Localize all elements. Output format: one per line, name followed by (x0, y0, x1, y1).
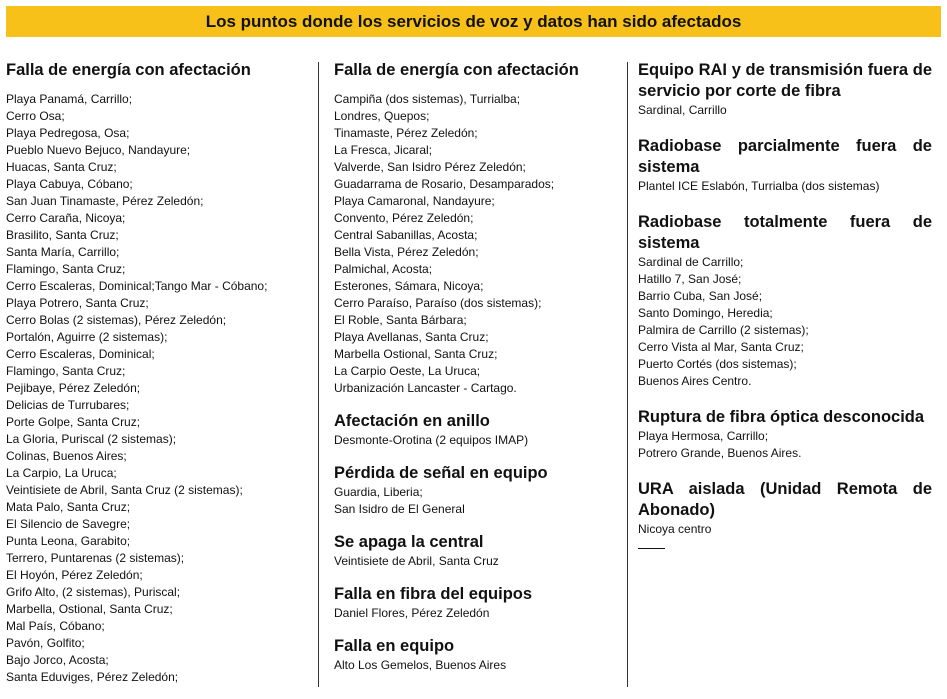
list-item: Valverde, San Isidro Pérez Zeledón; (334, 160, 526, 174)
list-item: Portalón, Aguirre (2 sistemas); (6, 330, 168, 344)
list-item: Terrero, Puntarenas (2 sistemas); (6, 551, 185, 565)
list-item: Playa Pedregosa, Osa; (6, 126, 130, 140)
list-item: Palmira de Carrillo (2 sistemas); (638, 323, 809, 337)
section-heading: Ruptura de fibra óptica desconocida (638, 408, 925, 426)
list-item: Londres, Quepos; (334, 109, 430, 123)
column-divider (627, 62, 628, 687)
list-item: Bajo Jorco, Acosta; (6, 653, 109, 667)
section-heading: Pérdida de señal en equipo (334, 464, 548, 482)
list-item: Flamingo, Santa Cruz; (6, 364, 126, 378)
list-item: Playa Camaronal, Nandayure; (334, 194, 495, 208)
list-item: Pueblo Nuevo Bejuco, Nandayure; (6, 143, 191, 157)
location-list (638, 521, 932, 538)
location-list (6, 91, 311, 686)
list-item: Pavón, Golfito; (6, 636, 85, 650)
list-item: Santo Domingo, Heredia; (638, 306, 773, 320)
list-item: Cerro Osa; (6, 109, 65, 123)
section-falla-fibra (334, 584, 619, 622)
location-list (334, 432, 619, 449)
location-list (638, 254, 932, 390)
location-list (638, 428, 932, 462)
section-radiobase-parcial (638, 136, 932, 195)
list-item: Campiña (dos sistemas), Turrialba; (334, 92, 521, 106)
list-item: El Hoyón, Pérez Zeledón; (6, 568, 143, 582)
end-rule (638, 548, 665, 549)
list-item: El Silencio de Savegre; (6, 517, 131, 531)
list-item: Flamingo, Santa Cruz; (6, 262, 126, 276)
section-radiobase-total (638, 212, 932, 390)
list-item: El Roble, Santa Bárbara; (334, 313, 467, 327)
section-apaga-central (334, 532, 619, 570)
list-item: Guardia, Liberia; (334, 485, 423, 499)
list-item: Playa Cabuya, Cóbano; (6, 177, 133, 191)
location-list (334, 91, 619, 397)
banner-title: Los puntos donde los servicios de voz y datos han sido afectados (205, 11, 742, 31)
list-item: Mata Palo, Santa Cruz; (6, 500, 131, 514)
column-3 (638, 60, 932, 549)
list-item: Huacas, Santa Cruz; (6, 160, 117, 174)
list-item: Brasilito, Santa Cruz; (6, 228, 119, 242)
list-item: Barrio Cuba, San José; (638, 289, 763, 303)
list-item: San Isidro de El General (334, 502, 465, 516)
section-afectacion-anillo (334, 411, 619, 449)
section-ruptura-fibra (638, 407, 932, 462)
list-item: Marbella Ostional, Santa Cruz; (334, 347, 498, 361)
list-item: Veintisiete de Abril, Santa Cruz (2 sistemas); (6, 483, 243, 497)
location-list (334, 605, 619, 622)
list-item: Daniel Flores, Pérez Zeledón (334, 606, 490, 620)
list-item: Buenos Aires Centro. (638, 374, 752, 388)
list-item: Porte Golpe, Santa Cruz; (6, 415, 141, 429)
list-item: Cerro Bolas (2 sistemas), Pérez Zeledón; (6, 313, 227, 327)
list-item: La Gloria, Puriscal (2 sistemas); (6, 432, 177, 446)
list-item: Plantel ICE Eslabón, Turrialba (dos sistemas) (638, 179, 880, 193)
list-item: La Carpio, La Uruca; (6, 466, 117, 480)
section-ura-aislada (638, 479, 932, 538)
list-item: Guadarrama de Rosario, Desamparados; (334, 177, 555, 191)
list-item: Cerro Escaleras, Dominical; (6, 347, 155, 361)
list-item: Santa María, Carrillo; (6, 245, 120, 259)
list-item: Alto Los Gemelos, Buenos Aires (334, 658, 507, 672)
location-list (638, 178, 932, 195)
list-item: Delicias de Turrubares; (6, 398, 130, 412)
list-item: Cerro Vista al Mar, Santa Cruz; (638, 340, 804, 354)
list-item: Tinamaste, Pérez Zeledón; (334, 126, 478, 140)
list-item: Playa Potrero, Santa Cruz; (6, 296, 149, 310)
list-item: Santa Eduviges, Pérez Zeledón; (6, 670, 179, 684)
section-heading: Se apaga la central (334, 533, 484, 551)
column-2 (334, 60, 619, 674)
list-item: Palmichal, Acosta; (334, 262, 433, 276)
section-falla-equipo (334, 636, 619, 674)
list-item: Nicoya centro (638, 522, 712, 536)
section-heading: Radiobase parcialmente fuera de sistema (638, 137, 932, 176)
location-list (334, 553, 619, 570)
section-perdida-senal (334, 463, 619, 518)
section-heading: Afectación en anillo (334, 412, 490, 430)
list-item: Sardinal, Carrillo (638, 103, 727, 117)
list-item: Playa Hermosa, Carrillo; (638, 429, 769, 443)
section-equipo-rai (638, 60, 932, 119)
location-list (334, 657, 619, 674)
list-item: Hatillo 7, San José; (638, 272, 742, 286)
list-item: Cerro Paraíso, Paraíso (dos sistemas); (334, 296, 542, 310)
location-list (638, 102, 932, 119)
column-divider (318, 62, 319, 687)
section-heading: Radiobase totalmente fuera de sistema (638, 213, 932, 252)
list-item: Puerto Cortés (dos sistemas); (638, 357, 797, 371)
list-item: Cerro Escaleras, Dominical;Tango Mar - Cóbano; (6, 279, 268, 293)
location-list (334, 484, 619, 518)
list-item: Cerro Caraña, Nicoya; (6, 211, 126, 225)
list-item: San Juan Tinamaste, Pérez Zeledón; (6, 194, 204, 208)
list-item: La Carpio Oeste, La Uruca; (334, 364, 481, 378)
list-item: Sardinal de Carrillo; (638, 255, 744, 269)
section-heading: Equipo RAI y de transmisión fuera de servicio por corte de fibra (638, 61, 932, 100)
list-item: Convento, Pérez Zeledón; (334, 211, 474, 225)
list-item: Punta Leona, Garabito; (6, 534, 131, 548)
list-item: Desmonte-Orotina (2 equipos IMAP) (334, 433, 529, 447)
list-item: Playa Avellanas, Santa Cruz; (334, 330, 489, 344)
list-item: Marbella, Ostional, Santa Cruz; (6, 602, 173, 616)
section-heading: Falla en fibra del equipos (334, 585, 533, 603)
list-item: Urbanización Lancaster - Cartago. (334, 381, 517, 395)
section-heading: Falla en equipo (334, 637, 455, 655)
list-item: Central Sabanillas, Acosta; (334, 228, 478, 242)
list-item: Bella Vista, Pérez Zeledón; (334, 245, 479, 259)
list-item: Potrero Grande, Buenos Aires. (638, 446, 802, 460)
section-heading: URA aislada (Unidad Remota de Abonado) (638, 480, 932, 519)
banner (6, 6, 941, 37)
section-heading: Falla de energía con afectación (334, 61, 579, 79)
list-item: Veintisiete de Abril, Santa Cruz (334, 554, 499, 568)
list-item: La Fresca, Jicaral; (334, 143, 433, 157)
list-item: Pejibaye, Pérez Zeledón; (6, 381, 141, 395)
list-item: Mal País, Cóbano; (6, 619, 105, 633)
column-1 (6, 60, 311, 686)
list-item: Esterones, Sámara, Nicoya; (334, 279, 484, 293)
section-heading: Falla de energía con afectación (6, 61, 251, 79)
list-item: Colinas, Buenos Aires; (6, 449, 127, 463)
list-item: Playa Panamá, Carrillo; (6, 92, 133, 106)
list-item: Grifo Alto, (2 sistemas), Puriscal; (6, 585, 181, 599)
